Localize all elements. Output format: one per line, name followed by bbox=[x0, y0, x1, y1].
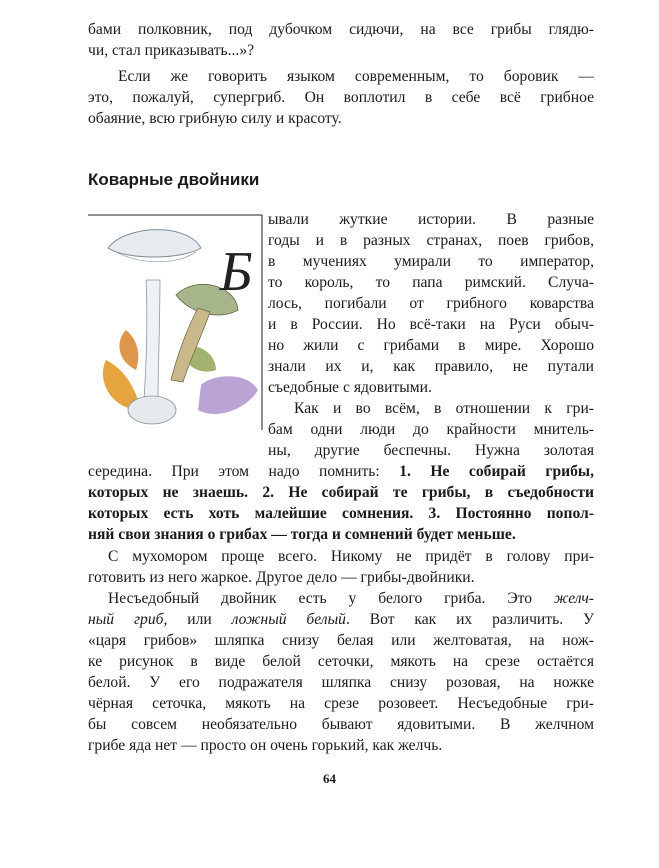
text-line: ывали жуткие истории. В разные bbox=[268, 211, 594, 228]
section-heading: Коварные двойники bbox=[88, 170, 260, 189]
text-line: чёрная сеточка, мякоть на срезе розовеет. Несъедобные гри- bbox=[88, 695, 594, 712]
text-line: бами полковник, под дубочком сидючи, на все грибы глядю- bbox=[88, 21, 594, 38]
text-line: знали их и, как правило, не путали bbox=[268, 358, 594, 375]
text-line: то король, то папа римский. Случа- bbox=[268, 274, 594, 291]
text-line: бам одни люди до крайности мнитель- bbox=[268, 421, 594, 438]
drop-cap: Б bbox=[219, 241, 253, 303]
text-line: середина. При этом надо помнить: 1. Не собирай грибы, bbox=[88, 463, 594, 480]
text-line: ный гриб, или ложный белый. Вот как их различить. У bbox=[88, 611, 595, 628]
text-line: белой. У его подражателя шляпка снизу розовая, на ножке bbox=[88, 674, 594, 691]
text-line: ны, другие беспечны. Нужна золотая bbox=[268, 442, 594, 459]
text-line: лось, погибали от грибного коварства bbox=[268, 295, 594, 312]
text-line: С мухомором проще всего. Никому не придёт в голову при- bbox=[108, 548, 594, 565]
text-line: няй свои знания о грибах — тогда и сомнений будет меньше. bbox=[88, 526, 516, 543]
text-line: грибе яда нет — просто он очень горький, как желчь. bbox=[88, 737, 443, 754]
text-line: обаяние, всю грибную силу и красоту. bbox=[88, 110, 342, 127]
text-line: ке рисунок в виде белой сеточки, мякоть на срезе остаётся bbox=[88, 653, 594, 670]
text-line: Как и во всём, в отношении к гри- bbox=[294, 400, 594, 417]
text-line: в мучениях умирали то император, bbox=[268, 253, 594, 270]
text-line: и в России. Но всё-таки на Руси обыч- bbox=[268, 316, 594, 333]
text-line: Несъедобный двойник есть у белого гриба. Это желч- bbox=[108, 590, 594, 607]
text-line: Если же говорить языком современным, то боровик — bbox=[118, 68, 594, 85]
text-line: чи, стал приказывать...»? bbox=[88, 42, 255, 59]
text-line: бы совсем необязательно бывают ядовитыми. В желчном bbox=[88, 716, 594, 733]
text-line: «царя грибов» шляпка снизу белая или желтоватая, на нож- bbox=[88, 632, 594, 649]
mushroom-illustration-icon bbox=[86, 210, 264, 454]
page-number: 64 bbox=[323, 771, 336, 786]
text-line: годы и в разных странах, поев грибов, bbox=[268, 232, 594, 249]
text-line: которых есть хоть малейшие сомнения. 3. Постоянно попол- bbox=[88, 505, 594, 522]
text-line: это, пожалуй, супергриб. Он воплотил в себе всё грибное bbox=[88, 89, 594, 106]
text-line: готовить из него жаркое. Другое дело — грибы-двойники. bbox=[88, 569, 475, 586]
text-line: съедобные с ядовитыми. bbox=[268, 379, 432, 396]
text-line: которых не знаешь. 2. Не собирай те грибы, в съедобности bbox=[88, 484, 594, 501]
text-line: но жили с грибами в мире. Хорошо bbox=[268, 337, 594, 354]
